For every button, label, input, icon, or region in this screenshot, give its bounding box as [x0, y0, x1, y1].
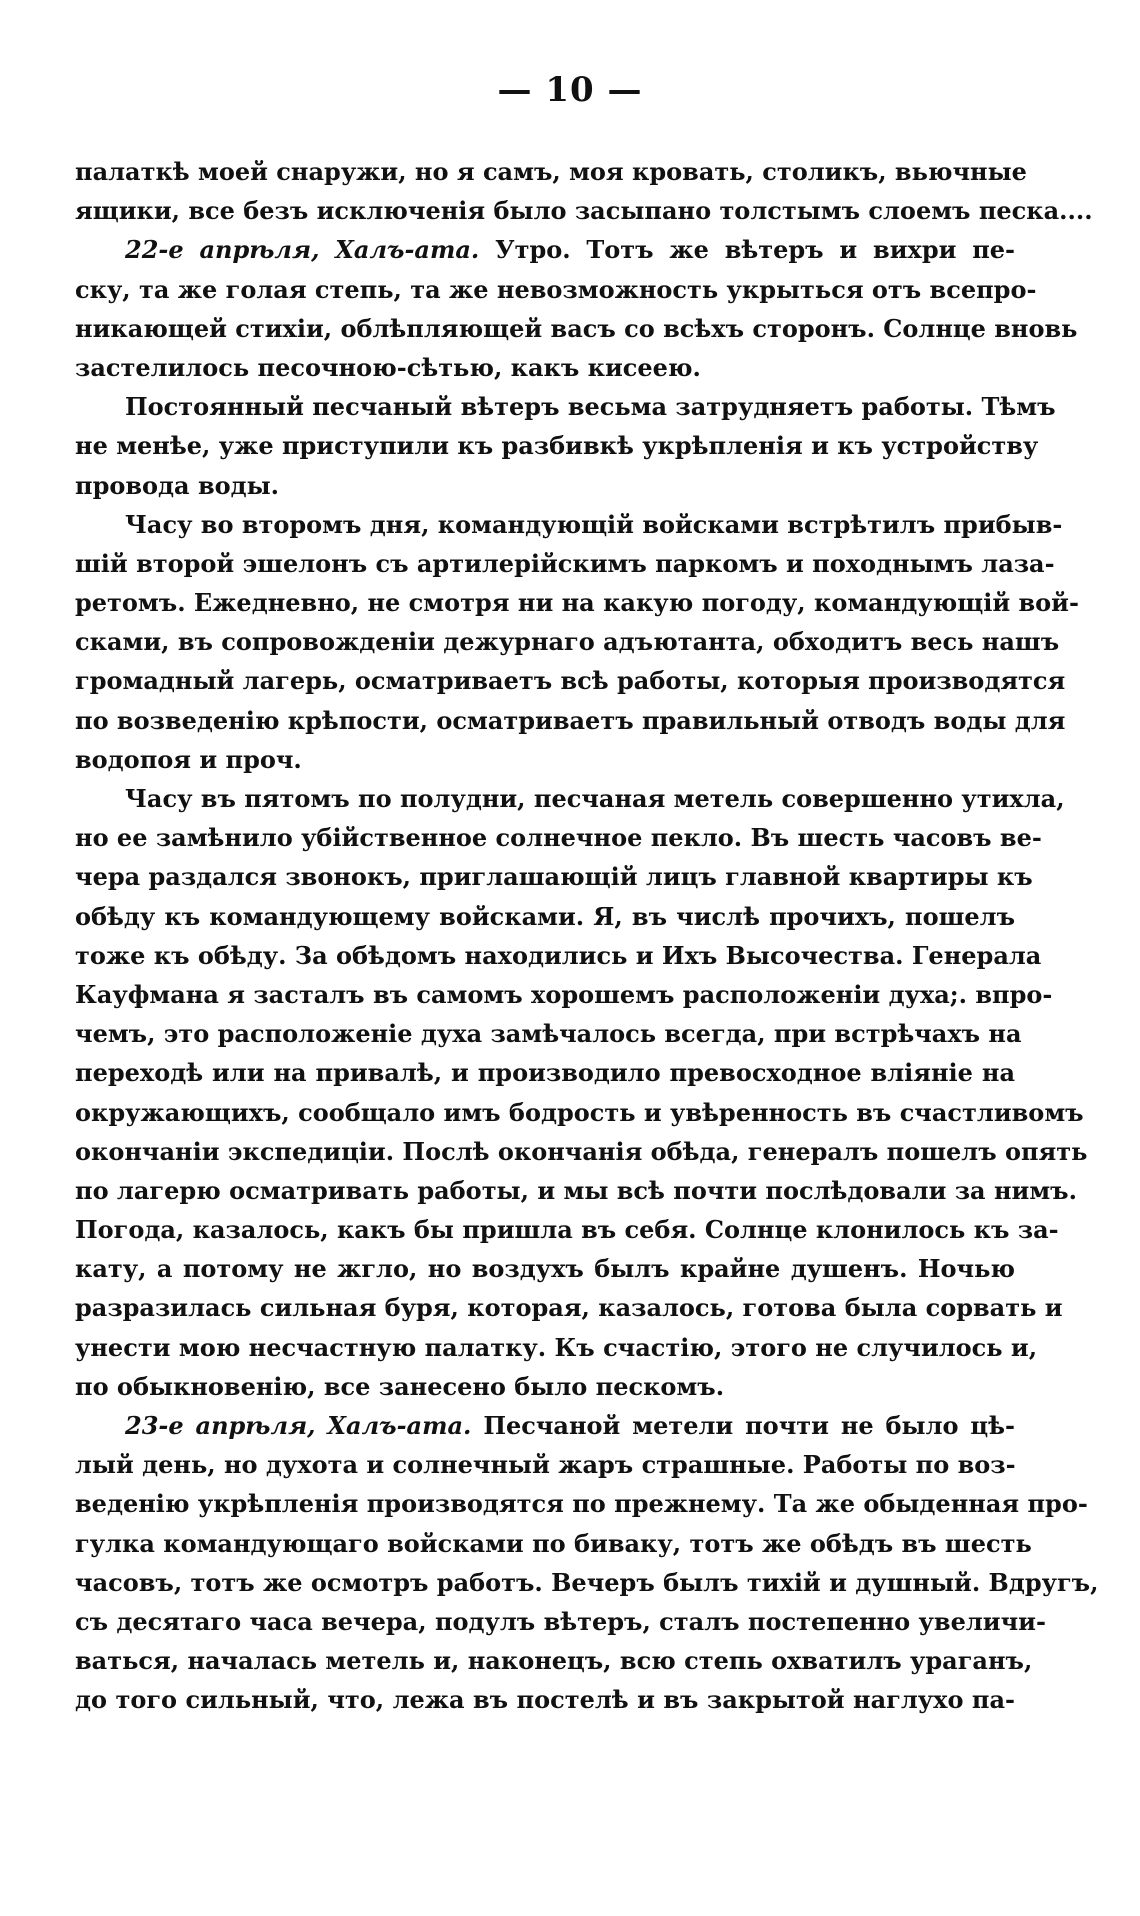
text-line: до того сильный, что, лежа въ постелѣ и въ закрытой наглухо па- — [75, 1685, 1015, 1715]
text-line: ящики, все безъ исключенія было засыпано толстымъ слоемъ песка.... — [75, 196, 1093, 226]
text-line: ретомъ. Ежедневно, не смотря ни на какую погоду, командующій вой- — [75, 588, 1079, 618]
text-line: гулка командующаго войсками по бивaку, тотъ же обѣдъ въ шесть — [75, 1528, 1032, 1558]
text-line: Кауфмана я засталъ въ самомъ хорошемъ расположеніи духа;. впро- — [75, 979, 1053, 1009]
text-line: водопоя и проч. — [75, 744, 302, 774]
text-line: окружающихъ, сообщало имъ бодрость и увѣренность въ счастливомъ — [75, 1097, 1084, 1127]
text-line: но ее замѣнило убійственное солнечное пекло. Въ шесть часовъ ве- — [75, 823, 1042, 853]
text-span: Утро. Тотъ же вѣтеръ и вихри пе- — [495, 235, 1016, 265]
text-line: громадный лагерь, осматриваетъ всѣ работы, которыя производятся — [75, 666, 1066, 696]
text-line: чемъ, это расположеніе духа замѣчалось всегда, при встрѣчахъ на — [75, 1019, 1022, 1049]
text-line: Погода, казалось, какъ бы пришла въ себя. Солнце клонилось къ за- — [75, 1215, 1059, 1245]
paragraph-1 — [75, 152, 1093, 230]
paragraph-2 — [75, 230, 1078, 387]
text-line — [75, 1406, 1015, 1445]
text-line: палаткѣ моей снаружи, но я самъ, моя кровать, столикъ, вьючные — [75, 157, 1027, 186]
text-line: унести мою несчастную палатку. Къ счастію, этого не случилось и, — [75, 1332, 1038, 1362]
text-line: не менѣе, уже приступили къ разбивкѣ укрѣпленія и къ устройству — [75, 431, 1039, 461]
text-line: шій второй эшелонъ съ артилерійскимъ паркомъ и походнымъ лаза- — [75, 548, 1055, 578]
paragraph-5 — [75, 779, 1088, 1406]
text-line: чера раздался звонокъ, приглашающій лицъ главной квартиры къ — [75, 862, 1033, 892]
text-line: окончаніи экспедиціи. Послѣ окончанія обѣда, генералъ пошелъ опять — [75, 1136, 1088, 1166]
text-line: Часу въ пятомъ по полудни, песчаная метель совершенно утихла, — [125, 784, 1065, 813]
text-line: обѣду къ командующему войсками. Я, въ числѣ прочихъ, пошелъ — [75, 901, 1015, 931]
text-line: по лагерю осматривать работы, и мы всѣ почти послѣдовали за нимъ. — [75, 1175, 1077, 1205]
text-line: ску, та же голая степь, та же невозможность укрыться отъ всепро- — [75, 274, 1037, 304]
text-line: Часу во второмъ дня, командующій войсками встрѣтилъ прибыв- — [125, 509, 1063, 539]
text-line: по обыкновенію, все занесено было пескомъ. — [75, 1371, 725, 1401]
text-line: ваться, началась метель и, наконецъ, всю степь охватилъ ураганъ, — [75, 1646, 1033, 1676]
entry-date: 23-е апрѣля, Халъ-ата. — [125, 1411, 472, 1440]
text-line: переходѣ или на привалѣ, и производило превосходное вліяніе на — [75, 1058, 1015, 1088]
text-line: лый день, но духота и солнечный жаръ страшные. Работы по воз- — [75, 1450, 1016, 1480]
text-line — [75, 230, 1015, 269]
body-text — [75, 152, 1099, 1720]
text-span: Песчаной метели почти не было цѣ- — [483, 1411, 1015, 1440]
text-line: разразилась сильная буря, которая, казалось, готова была сорвать и — [75, 1293, 1063, 1323]
text-line: сками, въ сопровожденіи дежурнаго адъютанта, обходитъ весь нашъ — [75, 627, 1060, 657]
text-line: провода воды. — [75, 470, 280, 500]
text-line: съ десятаго часа вечера, подулъ вѣтеръ, сталъ постепенно увеличи- — [75, 1606, 1046, 1636]
text-line: застелилось песочною-сѣтью, какъ кисеею. — [75, 352, 701, 382]
text-line: Постоянный песчаный вѣтеръ весьма затрудняетъ работы. Тѣмъ — [125, 392, 1056, 422]
text-line: кату, а потому не жгло, но воздухъ былъ крайне душенъ. Ночью — [75, 1254, 1015, 1284]
page-number: — 10 — — [497, 70, 643, 110]
entry-date: 22-е апрѣля, Халъ-ата. — [125, 235, 480, 265]
paragraph-6 — [75, 1406, 1099, 1720]
text-line: по возведенію крѣпости, осматриваетъ правильный отводъ воды для — [75, 705, 1066, 735]
text-line: никающей стихіи, облѣпляющей васъ со всѣхъ сторонъ. Солнце вновь — [75, 313, 1078, 343]
paragraph-3 — [75, 387, 1056, 505]
text-line: часовъ, тотъ же осмотръ работъ. Вечеръ былъ тихій и душный. Вдругъ, — [75, 1567, 1099, 1597]
text-line: веденію укрѣпленія производятся по прежнему. Та же обыденная про- — [75, 1489, 1088, 1519]
paragraph-4 — [75, 505, 1079, 779]
text-line: тоже къ обѣду. За обѣдомъ находились и Ихъ Высочества. Генерала — [75, 940, 1042, 970]
